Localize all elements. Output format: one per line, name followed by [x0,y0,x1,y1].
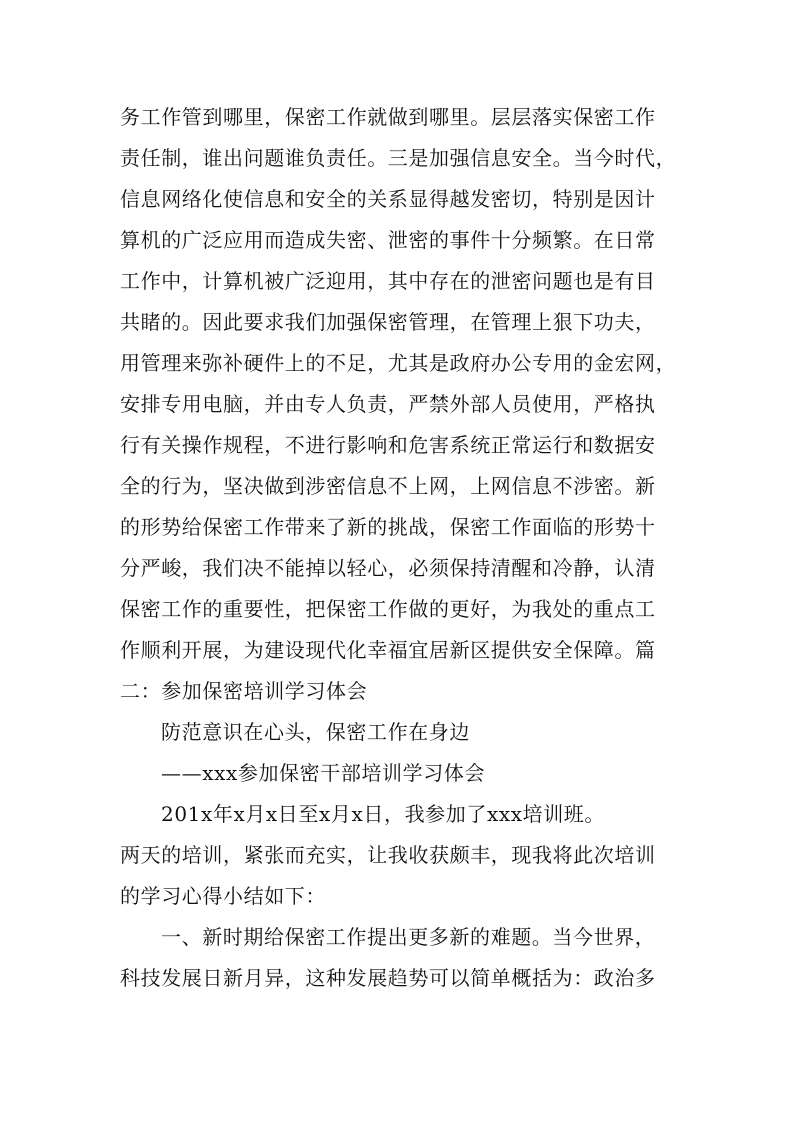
text-line: 信息网络化使信息和安全的关系显得越发密切，特别是因计 [120,187,656,211]
text-line: 保密工作的重要性，把保密工作做的更好，为我处的重点工 [120,597,656,621]
text-line: 共睹的。因此要求我们加强保密管理，在管理上狠下功夫， [120,310,656,334]
text-line: 务工作管到哪里，保密工作就做到哪里。层层落实保密工作 [120,105,656,129]
article-subtitle: ——xxx参加保密干部培训学习体会 [161,761,486,785]
text-line: 安排专用电脑，并由专人负责，严禁外部人员使用，严格执 [120,392,656,416]
text-line: 责任制，谁出问题谁负责任。三是加强信息安全。当今时代， [120,146,677,170]
text-line: 分严峻，我们决不能掉以轻心，必须保持清醒和冷静，认清 [120,556,656,580]
text-line: 一、新时期给保密工作提出更多新的难题。当今世界， [161,925,656,949]
text-line: 作顺利开展，为建设现代化幸福宜居新区提供安全保障。篇 [120,638,656,662]
text-line: 的形势给保密工作带来了新的挑战，保密工作面临的形势十 [120,515,656,539]
article-title: 防范意识在心头，保密工作在身边 [161,720,470,744]
text-line: 算机的广泛应用而造成失密、泄密的事件十分频繁。在日常 [120,228,656,252]
text-line: 的学习心得小结如下： [120,884,326,908]
text-line: 科技发展日新月异，这种发展趋势可以简单概括为：政治多 [120,966,656,990]
text-line: 201x年x月x日至x月x日，我参加了xxx培训班。 [161,802,606,826]
text-line: 工作中，计算机被广泛迎用，其中存在的泄密问题也是有目 [120,269,656,293]
text-line: 全的行为，坚决做到涉密信息不上网，上网信息不涉密。新 [120,474,656,498]
text-line: 两天的培训，紧张而充实，让我收获颇丰，现我将此次培训 [120,843,656,867]
text-line: 行有关操作规程，不进行影响和危害系统正常运行和数据安 [120,433,656,457]
text-line: 用管理来弥补硬件上的不足，尤其是政府办公专用的金宏网， [120,351,677,375]
section-heading: 二：参加保密培训学习体会 [120,679,368,703]
